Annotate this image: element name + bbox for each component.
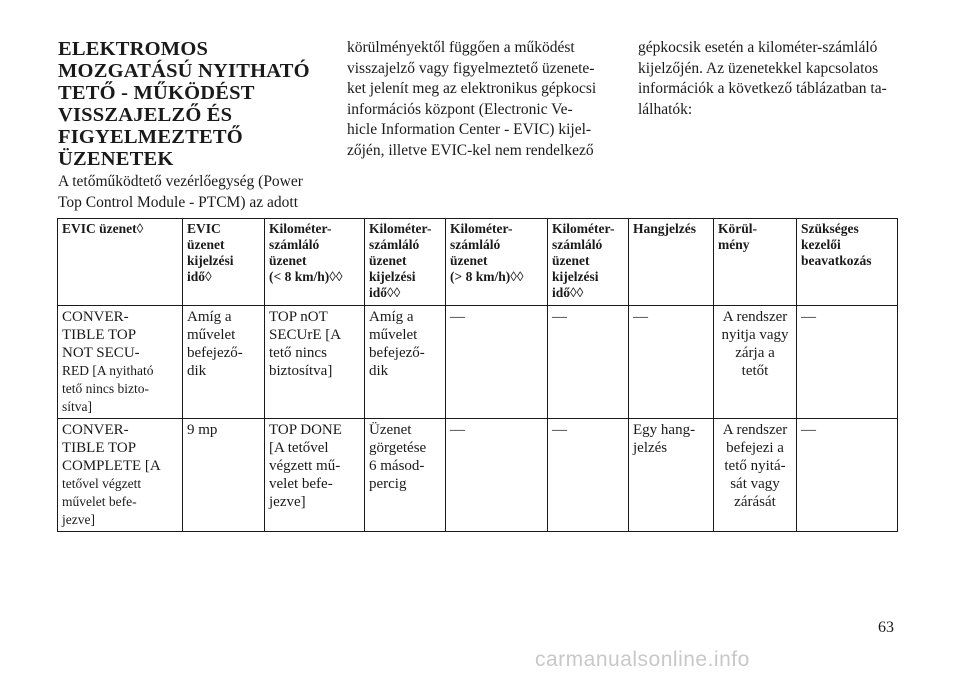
cell-line: TIBLE TOP	[62, 440, 137, 456]
table-cell	[797, 306, 898, 419]
cell-line: művelet	[369, 327, 418, 343]
table-cell	[58, 306, 183, 419]
cell-line: művelet	[187, 327, 236, 343]
right-column	[638, 38, 900, 120]
cell-line: CONVER-	[62, 422, 129, 438]
heading-line: ELEKTROMOS	[58, 38, 209, 60]
table-cell	[265, 306, 365, 419]
cell-line: —	[450, 309, 465, 325]
cell-line: nyitja vagy	[721, 327, 789, 343]
table-cell	[797, 419, 898, 532]
heading-line: ÜZENETEK	[58, 148, 174, 170]
text-line: ket jelenít meg az elektronikus gépkocsi	[347, 80, 597, 97]
heading-line: FIGYELMEZTETŐ	[58, 126, 243, 148]
header-line: mény	[718, 237, 750, 252]
cell-line: dik	[369, 363, 389, 379]
cell-line: sítva]	[62, 399, 92, 414]
middle-column	[347, 38, 612, 161]
cell-line: CONVER-	[62, 309, 129, 325]
cell-line: végzett mű-	[269, 458, 341, 474]
cell-line: TIBLE TOP	[62, 327, 137, 343]
cell-line: tető nyitá-	[724, 458, 786, 474]
cell-line: biztosítva]	[269, 363, 333, 379]
column-header	[183, 219, 265, 306]
page-number: 63	[878, 619, 894, 636]
column-header	[265, 219, 365, 306]
cell-line: SECUrE [A	[269, 327, 342, 343]
cell-line: művelet befe-	[62, 494, 137, 509]
cell-line: RED [A nyitható	[62, 363, 154, 378]
text-line: körülményektől függően a működést	[347, 39, 575, 56]
table-row	[58, 419, 898, 532]
header-line: Hangjelzés	[633, 221, 696, 236]
heading-line: TETŐ - MŰKÖDÉST	[58, 82, 255, 104]
section-heading	[58, 38, 323, 170]
cell-line: 6 másod-	[369, 458, 425, 474]
header-line: számláló	[450, 237, 501, 252]
header-line: EVIC	[187, 221, 221, 236]
text-line: lálhatók:	[638, 100, 693, 118]
column-header	[714, 219, 797, 306]
cell-line: —	[801, 422, 816, 438]
header-line: kezelői	[801, 237, 841, 252]
table-cell	[365, 306, 446, 419]
header-line: kijelzési	[187, 253, 234, 268]
cell-line: tető nincs bizto-	[62, 381, 149, 396]
column-header	[446, 219, 548, 306]
table-cell	[629, 306, 714, 419]
header-line: (> 8 km/h)◊◊	[450, 269, 524, 284]
cell-line: sát vagy	[730, 476, 780, 492]
header-line: kijelzési	[552, 269, 599, 284]
text-line: információk a következő táblázatban ta-	[638, 80, 887, 97]
header-line: üzenet	[269, 253, 307, 268]
header-line: Kilométer-	[269, 221, 332, 236]
cell-line: velet befe-	[269, 476, 333, 492]
text-line: kijelzőjén. Az üzenetekkel kapcsolatos	[638, 59, 879, 77]
intro-paragraph-part-1	[58, 172, 323, 213]
cell-line: tetővel végzett	[62, 476, 142, 491]
column-header	[797, 219, 898, 306]
heading-line: MOZGATÁSÚ NYITHATÓ	[58, 60, 310, 82]
cell-line: —	[633, 309, 648, 325]
cell-line: zárását	[734, 494, 776, 510]
table-cell	[548, 419, 629, 532]
cell-line: befejező-	[187, 345, 243, 361]
cell-line: befejezi a	[726, 440, 784, 456]
cell-line: TOP DONE	[269, 422, 342, 438]
table-row	[58, 306, 898, 419]
cell-line: jezve]	[269, 494, 306, 510]
header-line: üzenet	[450, 253, 488, 268]
column-header	[629, 219, 714, 306]
text-line: visszajelző vagy figyelmeztető üzenete-	[347, 59, 595, 77]
table-cell	[365, 419, 446, 532]
column-header	[365, 219, 446, 306]
table-cell	[58, 419, 183, 532]
cell-line: befejező-	[369, 345, 425, 361]
table-cell	[446, 419, 548, 532]
text-line: információs központ (Electronic Ve-	[347, 100, 573, 118]
table-cell	[265, 419, 365, 532]
table-cell	[446, 306, 548, 419]
cell-line: COMPLETE [A	[62, 458, 161, 474]
cell-line: —	[450, 422, 465, 438]
cell-line: Amíg a	[369, 309, 414, 325]
cell-line: A rendszer	[722, 309, 788, 325]
cell-line: tetőt	[741, 363, 769, 379]
header-line: beavatkozás	[801, 253, 872, 268]
table-header-row	[58, 219, 898, 306]
cell-line: Egy hang-	[633, 422, 696, 438]
cell-line: TOP nOT	[269, 309, 328, 325]
cell-line: A rendszer	[722, 422, 788, 438]
header-line: (< 8 km/h)◊◊	[269, 269, 343, 284]
column-header	[548, 219, 629, 306]
cell-line: jezve]	[62, 512, 95, 527]
header-line: üzenet	[369, 253, 407, 268]
table-cell	[629, 419, 714, 532]
header-line: Kilométer-	[369, 221, 432, 236]
header-line: üzenet	[552, 253, 590, 268]
cell-line: —	[552, 309, 567, 325]
header-line: idő◊	[187, 269, 212, 284]
cell-line: —	[552, 422, 567, 438]
left-column	[58, 38, 323, 213]
cell-line: tető nincs	[269, 345, 327, 361]
cell-line: percig	[369, 476, 407, 492]
text-line: zőjén, illetve EVIC-kel nem rendelkező	[347, 141, 594, 159]
cell-line: jelzés	[633, 440, 668, 456]
heading-line: VISSZAJELZŐ ÉS	[58, 104, 233, 126]
header-line: üzenet	[187, 237, 225, 252]
header-line: számláló	[269, 237, 320, 252]
text-line: hicle Information Center - EVIC) kijel-	[347, 121, 592, 138]
column-header	[58, 219, 183, 306]
header-line: Szükséges	[801, 221, 859, 236]
cell-line: zárja a	[735, 345, 775, 361]
header-line: idő◊◊	[369, 285, 401, 300]
header-line: kijelzési	[369, 269, 416, 284]
cell-line: 9 mp	[187, 422, 218, 438]
cell-line: NOT SECU-	[62, 345, 140, 361]
text-line: Top Control Module - PTCM) az adott	[58, 193, 299, 211]
header-line: számláló	[552, 237, 603, 252]
cell-line: görgetése	[369, 440, 427, 456]
table-cell	[714, 419, 797, 532]
cell-line: Amíg a	[187, 309, 232, 325]
text-line: gépkocsik esetén a kilométer-számláló	[638, 39, 878, 56]
table-cell	[183, 419, 265, 532]
header-line: számláló	[369, 237, 420, 252]
header-line: EVIC üzenet◊	[62, 221, 144, 236]
text-line: A tetőműködtető vezérlőegység (Power	[58, 173, 303, 190]
header-line: idő◊◊	[552, 285, 584, 300]
cell-line: [A tetővel	[269, 440, 329, 456]
cell-line: dik	[187, 363, 207, 379]
cell-line: —	[801, 309, 816, 325]
table-cell	[183, 306, 265, 419]
table-cell	[548, 306, 629, 419]
cell-line: Üzenet	[369, 422, 412, 438]
header-line: Kilométer-	[450, 221, 513, 236]
header-line: Körül-	[718, 221, 757, 236]
watermark: carmanualsonline.info	[535, 648, 750, 671]
header-line: Kilométer-	[552, 221, 615, 236]
table-cell	[714, 306, 797, 419]
evic-message-table	[57, 218, 898, 532]
